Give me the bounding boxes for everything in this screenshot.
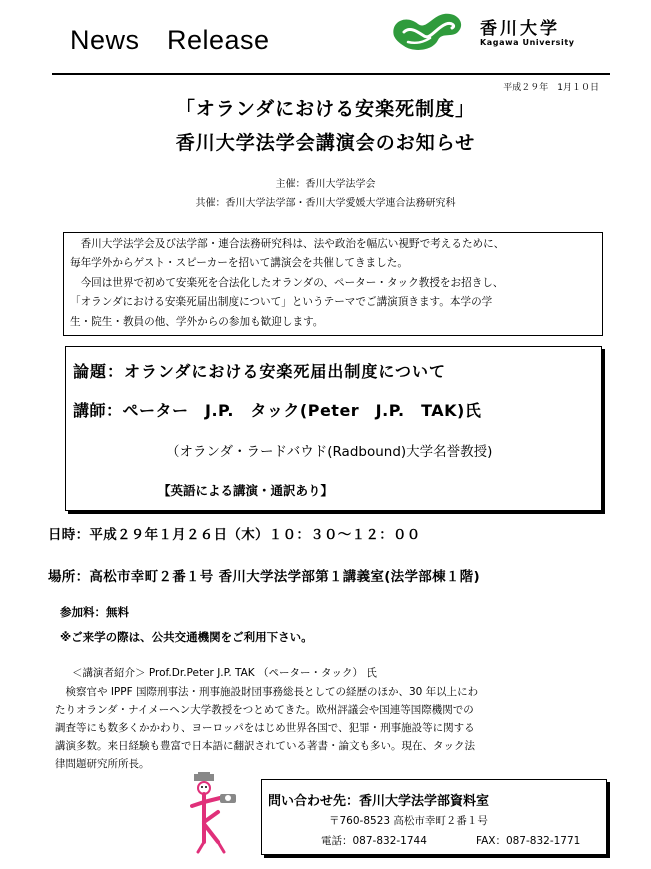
intro-line: 「オランダにおける安楽死届出制度について」というテーマでご講演頂きます。本学の学 — [70, 296, 493, 309]
event-venue: 場所：高松市幸町２番１号 香川大学法学部第１講義室(法学部棟１階) — [48, 569, 480, 585]
contact-title: 問い合わせ先：香川大学法学部資料室 — [268, 794, 490, 809]
intro-line: 今回は世界で初めて安楽死を合法化したオランダの、ペーター・タック教授をお招きし、 — [70, 276, 504, 289]
contact-phone: 電話：087-832-1744 — [321, 835, 427, 847]
sub-title: 香川大学法学会講演会のお知らせ — [175, 132, 476, 154]
profile-line: 検察官や IPPF 国際刑事法・刑事施設財団事務総長としての経歴のほか、30 年以上にわ — [55, 686, 479, 698]
profile-line: たりオランダ・ナイメーヘン大学教授をつとめてきた。欧州評議会や国連等国際機関での — [55, 704, 474, 716]
transit-note: ※ご来学の際は、公共交通機関をご利用下さい。 — [60, 630, 313, 644]
logo-university-english: Kagawa University — [480, 38, 575, 47]
host-organizer: 主催：香川大学法学会 — [275, 179, 376, 190]
co-host-organizer: 共催：香川大学法学部・香川大学愛媛大学連合法務研究科 — [195, 198, 456, 209]
release-date: 平成２９年 1月１０日 — [503, 83, 599, 93]
speaker-profile-heading: ＜講演者紹介＞ Prof.Dr.Peter J.P. TAK （ペーター・タック） 氏 — [72, 667, 377, 679]
main-title: 「オランダにおける安楽死制度」 — [175, 98, 476, 120]
profile-line: 調査等にも数多くかかわり、ヨーロッパをはじめ世界各国で、犯罪・刑事施設等に関する — [55, 722, 475, 734]
university-mascot-icon — [190, 772, 256, 856]
introduction-box — [63, 232, 603, 336]
logo-university-name: 香川大学 — [480, 19, 560, 39]
profile-line: 講演多数。来日経験も豊富で日本語に翻訳されている著書・論文も多い。現在、タック法 — [55, 740, 475, 752]
intro-line: 毎年学外からゲスト・スピーカーを招いて講演会を共催してきました。 — [70, 257, 408, 270]
contact-fax: FAX：087-832-1771 — [476, 835, 581, 847]
contact-address: 〒760-8523 高松市幸町２番１号 — [329, 815, 488, 827]
speaker-affiliation: （オランダ・ラードバウド(Radbound)大学名誉教授) — [166, 444, 493, 460]
language-note: 【英語による講演・通訳あり】 — [158, 483, 334, 498]
header-divider — [52, 73, 610, 75]
event-datetime: 日時：平成２９年１月２６日（木）１０：３０～１２：００ — [48, 527, 421, 543]
intro-line: 生・院生・教員の他、学外からの参加も歓迎します。 — [70, 315, 324, 328]
lecture-speaker: 講師：ペーター J.P. タック(Peter J.P. TAK)氏 — [73, 401, 482, 420]
kagawa-university-logo-icon — [388, 6, 466, 56]
lecture-topic: 論題：オランダにおける安楽死届出制度について — [73, 362, 447, 381]
speaker-profile-body — [55, 683, 595, 773]
participation-fee: 参加料：無料 — [60, 605, 129, 619]
news-release-heading: News Release — [70, 25, 270, 55]
intro-line: 香川大学法学会及び法学部・連合法務研究科は、法や政治を幅広い視野で考えるために、 — [70, 238, 505, 250]
profile-line: 律問題研究所所長。 — [55, 758, 150, 770]
